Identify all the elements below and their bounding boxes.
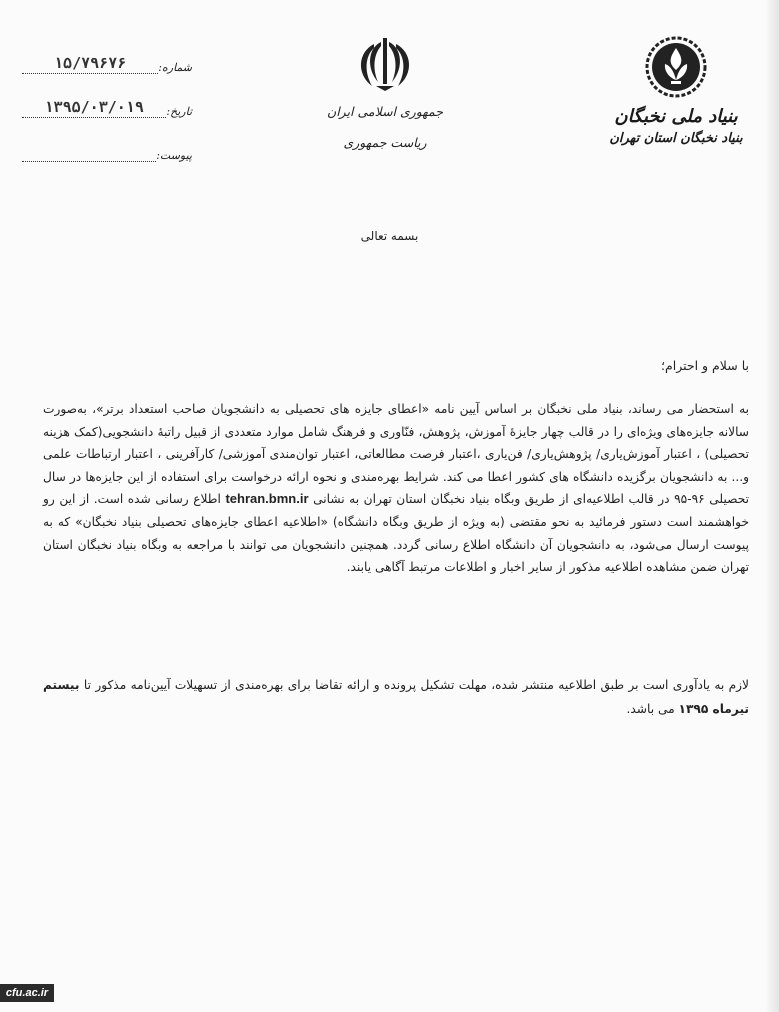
date-label: تاریخ: [166,105,192,118]
attachment-label: پیوست: [156,149,192,162]
deadline-date: بیستم تیرماه ۱۳۹۵ [43,678,749,716]
letter-meta [22,52,192,184]
letter-paragraph-2 [43,673,749,721]
paragraph-2-part-b: می باشد. [626,702,675,716]
letter-number-row [22,52,192,74]
attachment-value [22,146,156,162]
letter-date: ۱۳۹۵/۰۳/۰۱۹ [22,98,166,118]
foundation-flame-icon [645,36,707,98]
number-label: شماره: [158,61,192,74]
letter-heading: بسمه تعالی [360,229,419,243]
paragraph-2-part-a: لازم به یادآوری است بر طبق اطلاعیه منتشر شده، مهلت تشکیل پرونده و ارائه تقاضا برای بهره‌مندی از تسهیلات آیین‌نامه مذکور تا [83,678,749,692]
source-watermark-badge: cfu.ac.ir [0,984,54,1002]
foundation-name: بنیاد ملی نخبگان [614,106,738,127]
government-title: جمهوری اسلامی ایران [327,104,443,119]
paragraph-1-part-b: اطلاع رسانی شده است. از این رو خواهشمند است دستور فرمائید به نحو مقتضی (به ویژه از طریق وبگاه دانشگاه) «اطلاعیه اعطای جایزه‌های تحصیلی بنیاد نخبگان» که به پیوست ارسال می‌شود، به دانشجویان آن دانشگاه اطلاع رسانی گردد. همچنین دانشجویان می توانند با مراجعه به وبگاه بنیاد نخبگان استان تهران ضمن مشاهده اطلاعیه مذکور از سایر اخبار و اطلاعات مرتبط آگاهی یابند. [43,492,749,575]
foundation-header [601,36,751,146]
letter-date-row [22,96,192,118]
letter-greeting: با سلام و احترام؛ [661,358,749,373]
paragraph-1-part-a: به استحضار می رساند، بنیاد ملی نخبگان بر اساس آیین نامه «اعطای جایزه های تحصیلی به دانشجویان صاحب استعداد برتر»، به‌صورت سالانه جایزه‌های ویژه‌ای را در قالب چهار جایزهٔ آموزش، پژوهش، فنّاوری و فرهنگ شامل موارد متعددی از قبیل راتبهٔ دانشجویی(کمک هزینه تحصیلی) ، اعتبار آموزش‌یاری/ پژوهش‌یاری/ فن‌یاری ،اعتبار فرصت مطالعاتی، اعتبار توان‌مندی آموزشی/ کارآفرینی ، اعتبار ارتباطات علمی و... به دانشجویان برگزیده دانشگاه های کشور اعطا می کند. شرایط بهره‌مندی و نحوه ارائه درخواست برای استفاده از این جایزه‌ها در سال تحصیلی ۹۶-۹۵ در قالب اطلاعیه‌ای از طریق وبگاه بنیاد نخبگان استان تهران به نشانی [43,402,749,507]
foundation-subtitle: بنیاد نخبگان استان تهران [609,131,743,146]
letter-paragraph-1 [43,398,749,579]
presidency-title: ریاست جمهوری [343,135,427,150]
letter-number: ۱۵/۷۹۶۷۶ [22,54,158,74]
iran-emblem-icon [354,34,416,92]
government-header [310,34,460,150]
website-link[interactable]: tehran.bmn.ir [225,491,309,507]
attachment-row [22,140,192,162]
page-edge-shadow [765,0,779,1012]
